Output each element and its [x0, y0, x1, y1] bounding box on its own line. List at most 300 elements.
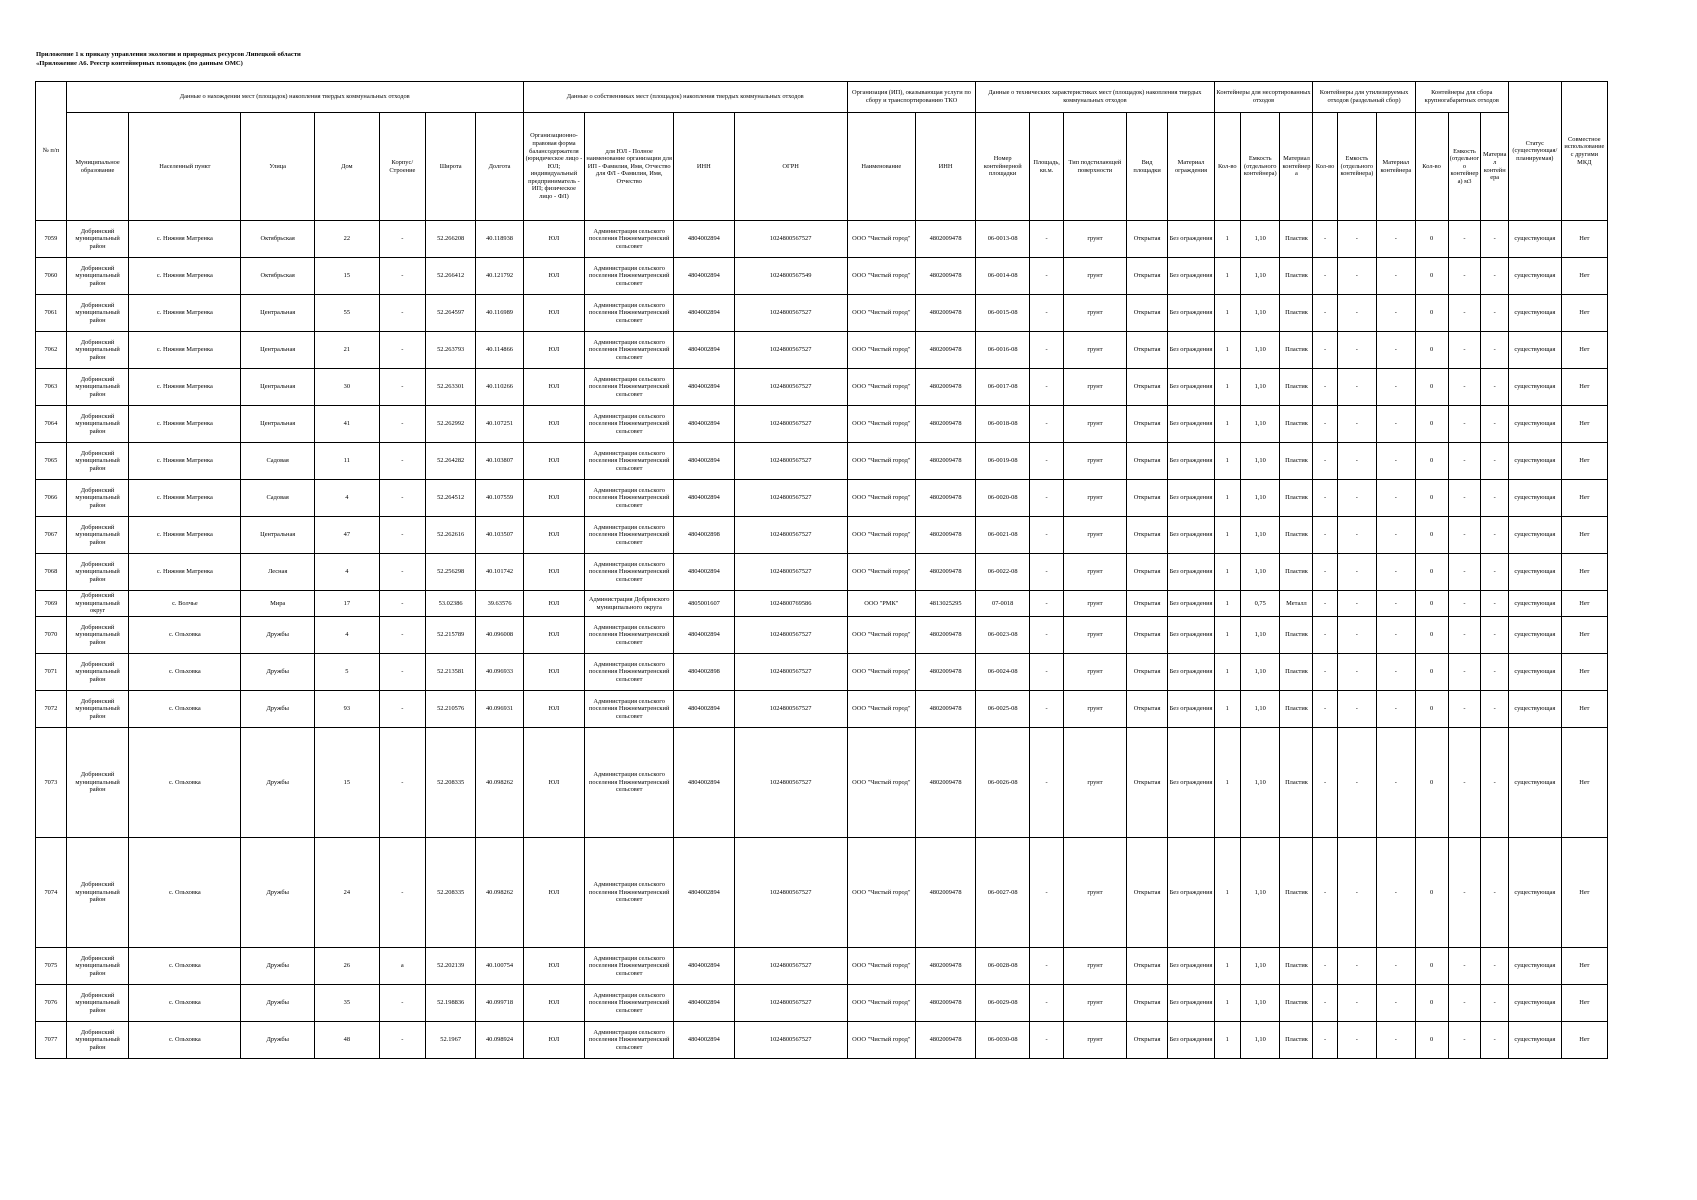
table-cell: Без ограждения	[1168, 1022, 1214, 1059]
document-header-line-2: «Приложение А6. Реестр контейнерных площадок (по данным ОМС)	[36, 60, 243, 67]
table-cell: Открытая	[1126, 591, 1168, 617]
table-cell: ООО "Чистый город"	[847, 691, 915, 728]
table-cell: 4802009478	[915, 221, 975, 258]
table-cell: 06-0030-08	[976, 1022, 1030, 1059]
table-cell: Добринский муниципальный район	[66, 985, 129, 1022]
table-cell: грунт	[1064, 332, 1127, 369]
col-header: Емкость (отдельного контейнера)	[1240, 113, 1280, 221]
table-cell: -	[1377, 443, 1415, 480]
table-cell: Металл	[1280, 591, 1313, 617]
table-cell: 52.264282	[425, 443, 476, 480]
table-cell: 1	[1214, 406, 1240, 443]
table-cell: Нет	[1561, 1022, 1607, 1059]
table-cell: Дружбы	[241, 1022, 315, 1059]
table-row	[36, 295, 1608, 332]
table-cell: 1,10	[1240, 517, 1280, 554]
table-cell: 15	[314, 728, 379, 838]
table-cell: 52.198836	[425, 985, 476, 1022]
document-header-line-1: Приложение 1 к приказу управления экологии и природных ресурсов Липецкой области	[36, 51, 301, 58]
table-cell: -	[1481, 617, 1508, 654]
table-cell: 06-0014-08	[976, 258, 1030, 295]
table-cell: 7069	[36, 591, 67, 617]
table-cell: Без ограждения	[1168, 838, 1214, 948]
table-cell: 06-0026-08	[976, 728, 1030, 838]
table-cell: -	[1030, 591, 1064, 617]
table-cell: с. Нижняя Матренка	[129, 517, 241, 554]
table-row	[36, 443, 1608, 480]
table-cell: -	[1313, 1022, 1337, 1059]
table-cell: -	[379, 985, 425, 1022]
table-cell: 1	[1214, 838, 1240, 948]
table-cell: ЮЛ	[523, 691, 585, 728]
table-cell: 40.107559	[476, 480, 523, 517]
table-cell: Пластик	[1280, 517, 1313, 554]
table-cell: -	[1313, 654, 1337, 691]
table-cell: Администрация сельского поселения Нижнематренский сельсовет	[585, 258, 674, 295]
table-cell: 1,10	[1240, 985, 1280, 1022]
table-cell: 22	[314, 221, 379, 258]
table-cell: 1024800567527	[734, 948, 847, 985]
table-cell: 4804002894	[674, 406, 734, 443]
table-cell: Мира	[241, 591, 315, 617]
table-cell: Пластик	[1280, 654, 1313, 691]
table-cell: 4804002894	[674, 617, 734, 654]
table-cell: Без ограждения	[1168, 480, 1214, 517]
col-header: Вид площадки	[1126, 113, 1168, 221]
table-cell: 1	[1214, 554, 1240, 591]
table-cell: существующая	[1508, 554, 1561, 591]
table-cell: Нет	[1561, 554, 1607, 591]
table-cell: 1,10	[1240, 948, 1280, 985]
table-cell: 0	[1415, 221, 1448, 258]
table-cell: Нет	[1561, 517, 1607, 554]
table-cell: Без ограждения	[1168, 332, 1214, 369]
table-cell: -	[1448, 221, 1481, 258]
table-cell: 0	[1415, 406, 1448, 443]
table-cell: -	[1448, 332, 1481, 369]
col-header: ИНН	[915, 113, 975, 221]
table-cell: Нет	[1561, 443, 1607, 480]
table-cell: 1024800567527	[734, 554, 847, 591]
table-cell: грунт	[1064, 295, 1127, 332]
table-cell: 1	[1214, 691, 1240, 728]
table-cell: ЮЛ	[523, 332, 585, 369]
table-cell: Добринский муниципальный район	[66, 443, 129, 480]
table-cell: -	[1030, 369, 1064, 406]
table-cell: 0	[1415, 591, 1448, 617]
table-cell: -	[1377, 295, 1415, 332]
table-cell: грунт	[1064, 406, 1127, 443]
table-cell: -	[1481, 591, 1508, 617]
table-cell: Дружбы	[241, 617, 315, 654]
table-cell: с. Нижняя Матренка	[129, 258, 241, 295]
table-cell: -	[1337, 443, 1377, 480]
table-row	[36, 1022, 1608, 1059]
table-cell: -	[1448, 443, 1481, 480]
table-cell: 5	[314, 654, 379, 691]
table-cell: Центральная	[241, 369, 315, 406]
table-cell: 52.264512	[425, 480, 476, 517]
table-cell: -	[1030, 443, 1064, 480]
table-cell: Открытая	[1126, 654, 1168, 691]
table-cell: -	[1030, 1022, 1064, 1059]
table-cell: 06-0023-08	[976, 617, 1030, 654]
table-cell: 0,75	[1240, 591, 1280, 617]
table-cell: 7072	[36, 691, 67, 728]
table-cell: -	[1337, 480, 1377, 517]
table-cell: 4804002894	[674, 985, 734, 1022]
table-cell: Добринский муниципальный район	[66, 221, 129, 258]
table-cell: -	[1377, 654, 1415, 691]
col-header: Емкость (отдельного контейнера)	[1337, 113, 1377, 221]
table-cell: Нет	[1561, 948, 1607, 985]
table-cell: -	[1337, 258, 1377, 295]
table-cell: ЮЛ	[523, 985, 585, 1022]
table-cell: с. Ольховка	[129, 948, 241, 985]
table-cell: ЮЛ	[523, 517, 585, 554]
table-cell: 52.210576	[425, 691, 476, 728]
table-cell: 06-0027-08	[976, 838, 1030, 948]
table-cell: Нет	[1561, 332, 1607, 369]
table-cell: 4802009478	[915, 554, 975, 591]
col-header: Дом	[314, 113, 379, 221]
table-cell: 40.101742	[476, 554, 523, 591]
table-cell: 35	[314, 985, 379, 1022]
table-cell: -	[379, 1022, 425, 1059]
table-cell: -	[1337, 554, 1377, 591]
table-cell: с. Нижняя Матренка	[129, 369, 241, 406]
table-cell: -	[1448, 406, 1481, 443]
table-cell: 1,10	[1240, 480, 1280, 517]
table-cell: 40.099718	[476, 985, 523, 1022]
table-cell: Без ограждения	[1168, 221, 1214, 258]
table-cell: Добринский муниципальный район	[66, 654, 129, 691]
table-cell: 0	[1415, 369, 1448, 406]
table-cell: 4	[314, 554, 379, 591]
table-cell: грунт	[1064, 1022, 1127, 1059]
col-header: Кол-во	[1214, 113, 1240, 221]
table-cell: 0	[1415, 517, 1448, 554]
group-header-unsorted-containers: Контейнеры для несортированных отходов	[1214, 82, 1313, 113]
table-cell: -	[1030, 517, 1064, 554]
table-row	[36, 517, 1608, 554]
table-cell: Нет	[1561, 295, 1607, 332]
table-cell: -	[1313, 728, 1337, 838]
table-cell: -	[1377, 221, 1415, 258]
table-cell: существующая	[1508, 1022, 1561, 1059]
table-cell: 4804002898	[674, 654, 734, 691]
table-cell: 06-0020-08	[976, 480, 1030, 517]
col-header: Широта	[425, 113, 476, 221]
col-header: Тип подстилающей поверхности	[1064, 113, 1127, 221]
table-cell: Администрация Добринского муниципального округа	[585, 591, 674, 617]
table-cell: существующая	[1508, 948, 1561, 985]
table-cell: 40.103807	[476, 443, 523, 480]
table-cell: Открытая	[1126, 480, 1168, 517]
table-row	[36, 332, 1608, 369]
table-cell: 06-0019-08	[976, 443, 1030, 480]
table-cell: грунт	[1064, 838, 1127, 948]
table-cell: ООО "Чистый город"	[847, 948, 915, 985]
table-cell: -	[1030, 221, 1064, 258]
table-cell: существующая	[1508, 332, 1561, 369]
table-cell: существующая	[1508, 728, 1561, 838]
table-cell: -	[1030, 258, 1064, 295]
table-cell: 0	[1415, 295, 1448, 332]
table-cell: 24	[314, 838, 379, 948]
table-cell: существующая	[1508, 591, 1561, 617]
table-cell: Нет	[1561, 654, 1607, 691]
table-cell: ООО "Чистый город"	[847, 985, 915, 1022]
table-cell: Без ограждения	[1168, 443, 1214, 480]
table-cell: 7066	[36, 480, 67, 517]
table-cell: Администрация сельского поселения Нижнематренский сельсовет	[585, 332, 674, 369]
col-header: Долгота	[476, 113, 523, 221]
table-cell: Добринский муниципальный район	[66, 728, 129, 838]
col-header: Материал контейнера	[1280, 113, 1313, 221]
table-cell: -	[379, 691, 425, 728]
table-cell: 1,10	[1240, 654, 1280, 691]
table-cell: ООО "Чистый город"	[847, 443, 915, 480]
table-cell: ООО "Чистый город"	[847, 617, 915, 654]
table-cell: -	[1481, 369, 1508, 406]
table-cell: 4802009478	[915, 443, 975, 480]
table-cell: -	[1448, 654, 1481, 691]
table-cell: 7076	[36, 985, 67, 1022]
table-cell: 06-0015-08	[976, 295, 1030, 332]
table-row	[36, 406, 1608, 443]
col-header-status: Статус (существующая/ планируемая)	[1508, 82, 1561, 221]
table-cell: 1,10	[1240, 332, 1280, 369]
col-header: Номер контейнерной площадки	[976, 113, 1030, 221]
table-cell: 4802009478	[915, 258, 975, 295]
table-cell: 40.098262	[476, 838, 523, 948]
table-cell: 7075	[36, 948, 67, 985]
table-cell: Дружбы	[241, 654, 315, 691]
table-cell: Добринский муниципальный район	[66, 295, 129, 332]
table-cell: ООО "Чистый город"	[847, 838, 915, 948]
table-cell: -	[1313, 517, 1337, 554]
table-cell: Администрация сельского поселения Нижнематренский сельсовет	[585, 517, 674, 554]
table-cell: Администрация сельского поселения Нижнематренский сельсовет	[585, 1022, 674, 1059]
table-cell: 1,10	[1240, 617, 1280, 654]
table-cell: 7062	[36, 332, 67, 369]
col-header: Кол-во	[1313, 113, 1337, 221]
table-cell: 06-0029-08	[976, 985, 1030, 1022]
table-cell: -	[379, 480, 425, 517]
table-cell: 4804002894	[674, 554, 734, 591]
table-cell: Пластик	[1280, 728, 1313, 838]
table-cell: -	[1313, 295, 1337, 332]
table-row	[36, 480, 1608, 517]
table-cell: Без ограждения	[1168, 691, 1214, 728]
table-cell: 7061	[36, 295, 67, 332]
table-cell: Нет	[1561, 480, 1607, 517]
table-cell: Пластик	[1280, 948, 1313, 985]
col-header: Организационно-правовая форма балансодержателя (юридическое лицо - ЮЛ; индивидуальный предприниматель - ИП; физическое лицо - ФЛ)	[523, 113, 585, 221]
table-cell: 0	[1415, 985, 1448, 1022]
table-cell: -	[1481, 443, 1508, 480]
table-cell: 1	[1214, 332, 1240, 369]
table-cell: Пластик	[1280, 332, 1313, 369]
table-cell: -	[1377, 985, 1415, 1022]
table-cell: -	[1313, 332, 1337, 369]
table-cell: -	[1448, 728, 1481, 838]
table-cell: Добринский муниципальный район	[66, 948, 129, 985]
table-cell: 40.098262	[476, 728, 523, 838]
table-cell: грунт	[1064, 691, 1127, 728]
col-header: Емкость (отдельного контейнера) м3	[1448, 113, 1481, 221]
table-cell: с. Нижняя Матренка	[129, 480, 241, 517]
table-cell: 1	[1214, 985, 1240, 1022]
table-cell: 4802009478	[915, 406, 975, 443]
table-cell: -	[1313, 480, 1337, 517]
table-cell: -	[1030, 480, 1064, 517]
table-cell: -	[1481, 985, 1508, 1022]
table-cell: существующая	[1508, 480, 1561, 517]
group-header-location: Данные о нахождении мест (площадок) накопления твердых коммунальных отходов	[66, 82, 523, 113]
table-cell: -	[1377, 691, 1415, 728]
table-cell: 06-0024-08	[976, 654, 1030, 691]
table-cell: Открытая	[1126, 295, 1168, 332]
table-cell: 21	[314, 332, 379, 369]
table-cell: 4802009478	[915, 654, 975, 691]
table-cell: грунт	[1064, 258, 1127, 295]
table-cell: 4802009478	[915, 332, 975, 369]
table-cell: 1	[1214, 369, 1240, 406]
table-cell: 4804002894	[674, 258, 734, 295]
table-cell: 7064	[36, 406, 67, 443]
table-cell: -	[1313, 406, 1337, 443]
table-cell: -	[379, 591, 425, 617]
table-cell: -	[1030, 554, 1064, 591]
table-cell: с. Нижняя Матренка	[129, 295, 241, 332]
group-header-technical: Данные о технических характеристиках мест (площадок) накопления твердых коммунальных отходов	[976, 82, 1214, 113]
table-cell: ЮЛ	[523, 443, 585, 480]
table-cell: -	[1030, 985, 1064, 1022]
table-cell: 4804002894	[674, 332, 734, 369]
col-header-shared-use: Совместное использование с другими МКД	[1561, 82, 1607, 221]
table-cell: ЮЛ	[523, 221, 585, 258]
table-cell: 17	[314, 591, 379, 617]
table-cell: -	[1448, 591, 1481, 617]
table-cell: ЮЛ	[523, 1022, 585, 1059]
table-cell: Пластик	[1280, 480, 1313, 517]
table-cell: -	[1481, 1022, 1508, 1059]
table-cell: 52.262992	[425, 406, 476, 443]
table-cell: 7077	[36, 1022, 67, 1059]
table-cell: Добринский муниципальный район	[66, 838, 129, 948]
table-cell: существующая	[1508, 295, 1561, 332]
table-cell: ЮЛ	[523, 948, 585, 985]
table-cell: 1024800567527	[734, 443, 847, 480]
table-cell: -	[1377, 838, 1415, 948]
table-cell: 40.107251	[476, 406, 523, 443]
table-cell: -	[379, 728, 425, 838]
table-cell: существующая	[1508, 985, 1561, 1022]
table-cell: -	[1313, 617, 1337, 654]
table-cell: Добринский муниципальный округ	[66, 591, 129, 617]
table-cell: 7070	[36, 617, 67, 654]
table-cell: Администрация сельского поселения Нижнематренский сельсовет	[585, 728, 674, 838]
table-cell: Добринский муниципальный район	[66, 369, 129, 406]
table-cell: 1024800567527	[734, 517, 847, 554]
table-cell: Без ограждения	[1168, 728, 1214, 838]
table-cell: -	[1377, 728, 1415, 838]
table-cell: 40.096933	[476, 654, 523, 691]
table-cell: 0	[1415, 443, 1448, 480]
table-cell: 52.256298	[425, 554, 476, 591]
col-header: Материал ограждения	[1168, 113, 1214, 221]
table-cell: -	[379, 838, 425, 948]
table-cell: 7060	[36, 258, 67, 295]
table-cell: Пластик	[1280, 221, 1313, 258]
table-cell: с. Ольховка	[129, 985, 241, 1022]
table-cell: -	[1337, 728, 1377, 838]
table-cell: 11	[314, 443, 379, 480]
table-cell: -	[1313, 258, 1337, 295]
table-cell: Пластик	[1280, 1022, 1313, 1059]
table-cell: -	[1481, 332, 1508, 369]
table-cell: 4802009478	[915, 369, 975, 406]
table-cell: Нет	[1561, 838, 1607, 948]
table-cell: ООО "Чистый город"	[847, 295, 915, 332]
table-cell: -	[1481, 221, 1508, 258]
table-cell: 1,10	[1240, 691, 1280, 728]
table-cell: ЮЛ	[523, 369, 585, 406]
table-cell: Добринский муниципальный район	[66, 1022, 129, 1059]
table-cell: 4802009478	[915, 295, 975, 332]
table-cell: 0	[1415, 480, 1448, 517]
table-cell: 40.121792	[476, 258, 523, 295]
table-cell: 4802009478	[915, 838, 975, 948]
table-cell: 53.02386	[425, 591, 476, 617]
table-cell: -	[379, 295, 425, 332]
table-cell: Садовая	[241, 480, 315, 517]
table-cell: грунт	[1064, 369, 1127, 406]
table-cell: 1024800567527	[734, 369, 847, 406]
table-cell: 1,10	[1240, 221, 1280, 258]
table-row	[36, 617, 1608, 654]
table-cell: Открытая	[1126, 369, 1168, 406]
table-cell: -	[1337, 1022, 1377, 1059]
table-cell: 4802009478	[915, 480, 975, 517]
table-cell: -	[1313, 838, 1337, 948]
table-cell: Администрация сельского поселения Нижнематренский сельсовет	[585, 838, 674, 948]
table-cell: 1	[1214, 948, 1240, 985]
container-sites-registry-table	[35, 81, 1608, 1059]
table-cell: существующая	[1508, 838, 1561, 948]
table-cell: 1	[1214, 617, 1240, 654]
table-cell: а	[379, 948, 425, 985]
table-cell: -	[1377, 1022, 1415, 1059]
table-cell: Без ограждения	[1168, 617, 1214, 654]
col-header: Улица	[241, 113, 315, 221]
table-row	[36, 221, 1608, 258]
table-cell: -	[1337, 332, 1377, 369]
table-cell: Лесная	[241, 554, 315, 591]
table-cell: -	[1377, 332, 1415, 369]
table-cell: 06-0013-08	[976, 221, 1030, 258]
table-cell: Пластик	[1280, 554, 1313, 591]
table-cell: 4804002894	[674, 480, 734, 517]
table-cell: -	[1337, 838, 1377, 948]
table-cell: 4802009478	[915, 517, 975, 554]
table-cell: Без ограждения	[1168, 985, 1214, 1022]
table-cell: -	[379, 517, 425, 554]
table-cell: Пластик	[1280, 691, 1313, 728]
table-cell: -	[1481, 554, 1508, 591]
